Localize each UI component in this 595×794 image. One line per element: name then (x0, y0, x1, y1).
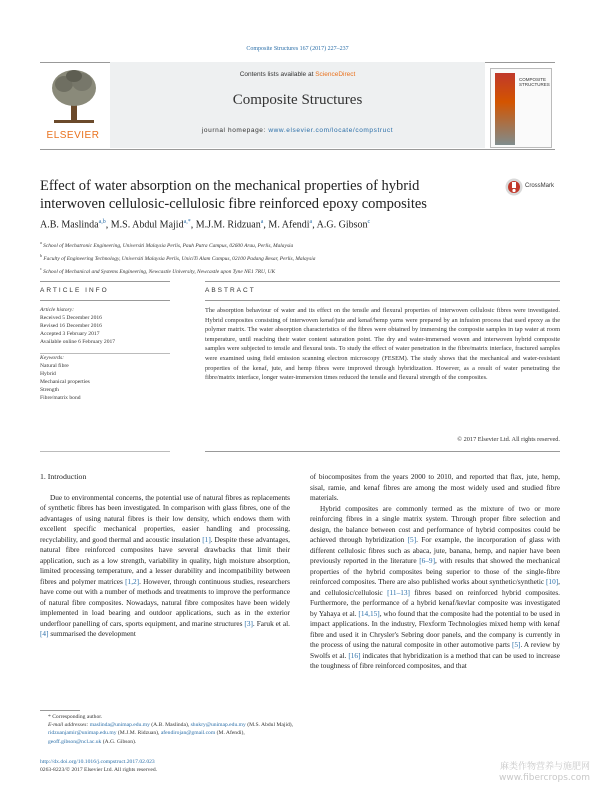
body-text: , who found that the composite had the potential to be used in impact applications. In the industry, Flexform Technologies mixed hemp with kenaf fibre and used it in Chrysler's Sebring door panels, and the company is currently in the process of using the natural composite in other automotive parts (310, 608, 561, 649)
body-text: summarised the development (48, 629, 136, 638)
citation-link[interactable]: [1,2] (125, 576, 140, 586)
history-online: Available online 6 February 2017 (40, 339, 116, 345)
cover-graphic (495, 73, 515, 145)
author-affil-marker[interactable]: a (260, 219, 264, 225)
citation-link[interactable]: [5] (407, 535, 417, 544)
abstract-top-rule (205, 281, 560, 282)
body-text: . Faruk et al. (252, 618, 290, 628)
history-heading: Article history: (40, 307, 75, 313)
keyword-item: Mechanical properties (40, 379, 90, 385)
citation-link[interactable]: [10] (546, 577, 559, 586)
watermark-line-2: www.fibercrops.com (499, 773, 590, 783)
elsevier-tree-icon (50, 68, 98, 124)
article-title: Effect of water absorption on the mechanical properties of hybrid interwoven cellulosic-cellulosic fibre reinforced epoxy composites (40, 178, 427, 212)
author-name[interactable]: M.S. Abdul Majid (110, 219, 184, 231)
body-text: indicates that hybridization is a method that can be used to increase the toughness of fibre reinforced composites, and that (310, 650, 561, 670)
crossmark-label: CrossMark (525, 183, 555, 189)
body-text: , and cellulosic/cellulosic (310, 577, 560, 597)
corresponding-author-note: * Corresponding author. (48, 714, 103, 720)
affiliation-text: Faculty of Engineering Technology, Universiti Malaysia Perlis, UniciTi Alam Campus, 02100 Padang Besar, Perlis, Malaysia (43, 255, 316, 262)
email-link[interactable]: maslinda@unimap.edu.my (89, 722, 150, 729)
cover-title-line-2: STRUCTURES (519, 82, 550, 87)
body-text: . A review by Swolfs et al. (310, 640, 560, 660)
article-info-heading: ARTICLE INFO (40, 287, 109, 294)
abstract-heading-rule (205, 300, 560, 301)
keyword-item: Fibre/matrix bond (40, 395, 81, 401)
watermark-line-1: 麻类作物营养与施肥网 (499, 762, 590, 772)
crossmark-icon (505, 178, 523, 196)
homepage-link[interactable]: www.elsevier.com/locate/compstruct (268, 127, 394, 134)
issn-copyright: 0263-8223/© 2017 Elsevier Ltd. All rights reserved. (40, 767, 158, 773)
keyword-item: Natural fibre (40, 363, 69, 369)
author-affil-marker[interactable]: a,* (183, 219, 191, 225)
body-text: , with results that showed the mechanical properties of the hybrid composites being superior to those of the single-fibre reinforced composites. There are also published works about synthetic/synthetic (310, 556, 560, 586)
keyword-item: Hybrid (40, 371, 56, 377)
citation-link[interactable]: [16] (348, 650, 361, 660)
citation-link[interactable]: [11–13] (387, 587, 410, 597)
body-text: Hybrid composites are commonly termed as the mixture of two or more reinforcing fibres in a single matrix system. Through proper fibre selection and design, the balance between cost and performance of hybrid composites could be achieved through hybridization (310, 503, 560, 544)
citation-link[interactable]: [1] (202, 534, 211, 544)
citation-link[interactable]: [4] (40, 629, 49, 638)
citation-link[interactable]: [6–9] (419, 556, 435, 565)
email-link[interactable]: afendirojan@gmail.com (160, 730, 216, 737)
email-owner: (M.S. Abdul Majid), (245, 722, 294, 729)
journal-banner (110, 62, 485, 148)
keyword-item: Strength (40, 387, 59, 393)
author-name[interactable]: A.G. Gibson (316, 219, 368, 231)
elsevier-wordmark: ELSEVIER (46, 130, 100, 141)
email-link[interactable]: geoff.gibson@ncl.ac.uk (48, 738, 102, 745)
affiliation-marker: b (40, 252, 42, 258)
body-text: . Despite these advantages, natural fibre reinforced composites have several drawbacks that limit their application, such as a low strength, variability in quality, high moisture absorption, limited processing temperature, and a lesser durability and incompatibility between fibres and polymer matrices (40, 534, 290, 586)
journal-header (40, 62, 555, 150)
email-link[interactable]: ridzuanjamir@unimap.edu.my (48, 730, 117, 737)
author-name[interactable]: M.J.M. Ridzuan (195, 219, 261, 231)
keywords-heading: Keywords: (40, 355, 65, 361)
abstract-bottom-rule (205, 451, 560, 452)
author-affil-marker[interactable]: a (309, 219, 313, 225)
affiliation-item (40, 238, 560, 251)
doi-block (40, 758, 295, 774)
body-paragraph (310, 504, 560, 672)
section-heading-introduction: 1. Introduction (40, 472, 87, 481)
article-info-top-rule (40, 281, 170, 282)
body-text: . For example, the incorporation of glass with different cellulosic fibres such as abaca, jute, banana, hemp, and napier have been previously reported in the literature (310, 535, 560, 565)
abstract-heading: ABSTRACT (205, 287, 256, 294)
body-paragraph: of biocomposites from the years 2000 to 2010, and reported that flax, jute, hemp, sisal, ramie, and kenaf fibres are among the most widely used and studied fibre materials. (310, 472, 560, 502)
citation-link[interactable]: [5] (511, 640, 521, 649)
affiliation-item (40, 264, 560, 277)
body-column-right (310, 472, 560, 672)
history-accepted: Accepted 3 February 2017 (40, 331, 100, 337)
affiliation-text: School of Mechatronic Engineering, Universiti Malaysia Perlis, Pauh Putra Campus, 02600 Arau, Perlis, Malaysia (43, 242, 294, 249)
author-name[interactable]: A.B. Maslinda (40, 219, 99, 231)
affiliation-marker: c (40, 265, 42, 271)
body-text: Due to environmental concerns, the potential use of natural fibres as replacements of synthetic fibres has been investigated. In comparison with glass fibres, one of the advantages of using natural fibres is their low density, which endows them with excellent specific mechanical properties, easier handling and processing, recyclability, and good thermal and acoustic insulation (40, 492, 290, 544)
site-watermark (420, 762, 590, 784)
elsevier-logo (42, 68, 104, 146)
email-label: E-mail addresses: (48, 722, 90, 729)
body-text: . However, through continuous studies, researchers have come out with a number of methods and treatments to improve the performance of natural fibre composites. Nowadays, natural fibre composites have been widely implemented in load bearing and outdoor applications, such as in the exterior underfloor panelling of cars, sports equipment, and marine structures (40, 576, 290, 628)
affiliation-text: School of Mechanical and Systems Engineering, Newcastle University, Newcastle upon Tyne NE1 7RU, UK (43, 268, 276, 275)
footnote (40, 713, 295, 746)
homepage-prefix: journal homepage: (201, 127, 269, 134)
cover-title (519, 77, 550, 87)
journal-title: Composite Structures (232, 92, 363, 108)
history-revised: Revised 16 December 2016 (40, 323, 102, 329)
affiliation-marker: a (40, 240, 42, 245)
contents-prefix: Contents lists available at (239, 71, 316, 78)
abstract-copyright: © 2017 Elsevier Ltd. All rights reserved. (457, 436, 560, 443)
email-owner: (M.J.M. Ridzuan), (116, 730, 161, 737)
header-bottom-rule (40, 149, 555, 150)
citation-link[interactable]: [14,15] (358, 608, 380, 618)
body-paragraph (40, 493, 290, 640)
article-info-heading-rule (40, 300, 170, 301)
journal-homepage (110, 127, 485, 134)
citation-link[interactable]: [3] (244, 618, 253, 628)
history-received: Received 5 December 2016 (40, 315, 102, 321)
author-name[interactable]: M. Afendi (268, 219, 310, 231)
affiliation-item (40, 251, 560, 264)
body-text: fibres based on reinforced hybrid composites. Furthermore, the performance of a hybrid kenaf/kevlar composite was investigated by Yahaya et al. (310, 587, 561, 618)
contents-line (110, 71, 485, 78)
author-list: A.B. Maslinda$^{a,b}$, M.S. Abdul Majid$^{a,*}$, M.J.M. Ridzuan$^a$, M. Afendi$^a$, A.G. Gibson$^c$ (40, 219, 371, 231)
email-owner: (A.B. Maslinda), (149, 722, 191, 729)
crossmark-badge[interactable] (505, 178, 565, 198)
doi-link[interactable]: http://dx.doi.org/10.1016/j.compstruct.2017.02.023 (40, 759, 155, 765)
affiliations (40, 238, 560, 276)
article-info-bottom-rule (40, 451, 170, 452)
email-link[interactable]: shukry@unimap.edu.my (190, 722, 246, 729)
body-column-left (40, 472, 290, 640)
cover-title-line-1: COMPOSITE (519, 77, 547, 82)
abstract-text: The absorption behaviour of water and its effect on the tensile and flexural properties of interwoven cellulosic fibres were investigated. Hybrid composites consisting of interwoven kenaf/jute and kenaf/hemp yarns were prepared by an infusion process that used epoxy as the polymer matrix. The water absorption characteristics of the fibres were obtained by immersing the composite samples in tap water at room temperature, until reaching their water content saturation point. The dry and water-immersed woven and interwoven hybrid composite samples were subjected to tensile and flexural tests. To study the effect of water penetration in the fibre/matrix interface, fractured samples were examined using field emission scanning electron microscopy (FESEM). The study shows that the mechanical and water-resistant properties of the kenaf, jute, and hemp fibres were improved through hybridization. However, as a result of water penetrating the fibre/matrix interface, longer water-immersion times reduced the tensile and flexural strength of the composites. (205, 307, 560, 382)
history-keywords-rule (40, 353, 170, 354)
article-info (40, 306, 170, 402)
email-owner: (A.G. Gibson). (101, 738, 137, 745)
journal-reference[interactable]: Composite Structures 167 (2017) 227–237 (246, 46, 349, 52)
email-addresses (40, 721, 295, 746)
author-affil-marker[interactable]: a,b (98, 219, 106, 225)
journal-cover-thumbnail (490, 68, 552, 148)
footnote-rule (40, 710, 80, 711)
sciencedirect-link[interactable]: ScienceDirect (315, 71, 356, 78)
author-affil-marker[interactable]: c (367, 219, 371, 225)
email-owner: (M. Afendi), (215, 730, 245, 737)
